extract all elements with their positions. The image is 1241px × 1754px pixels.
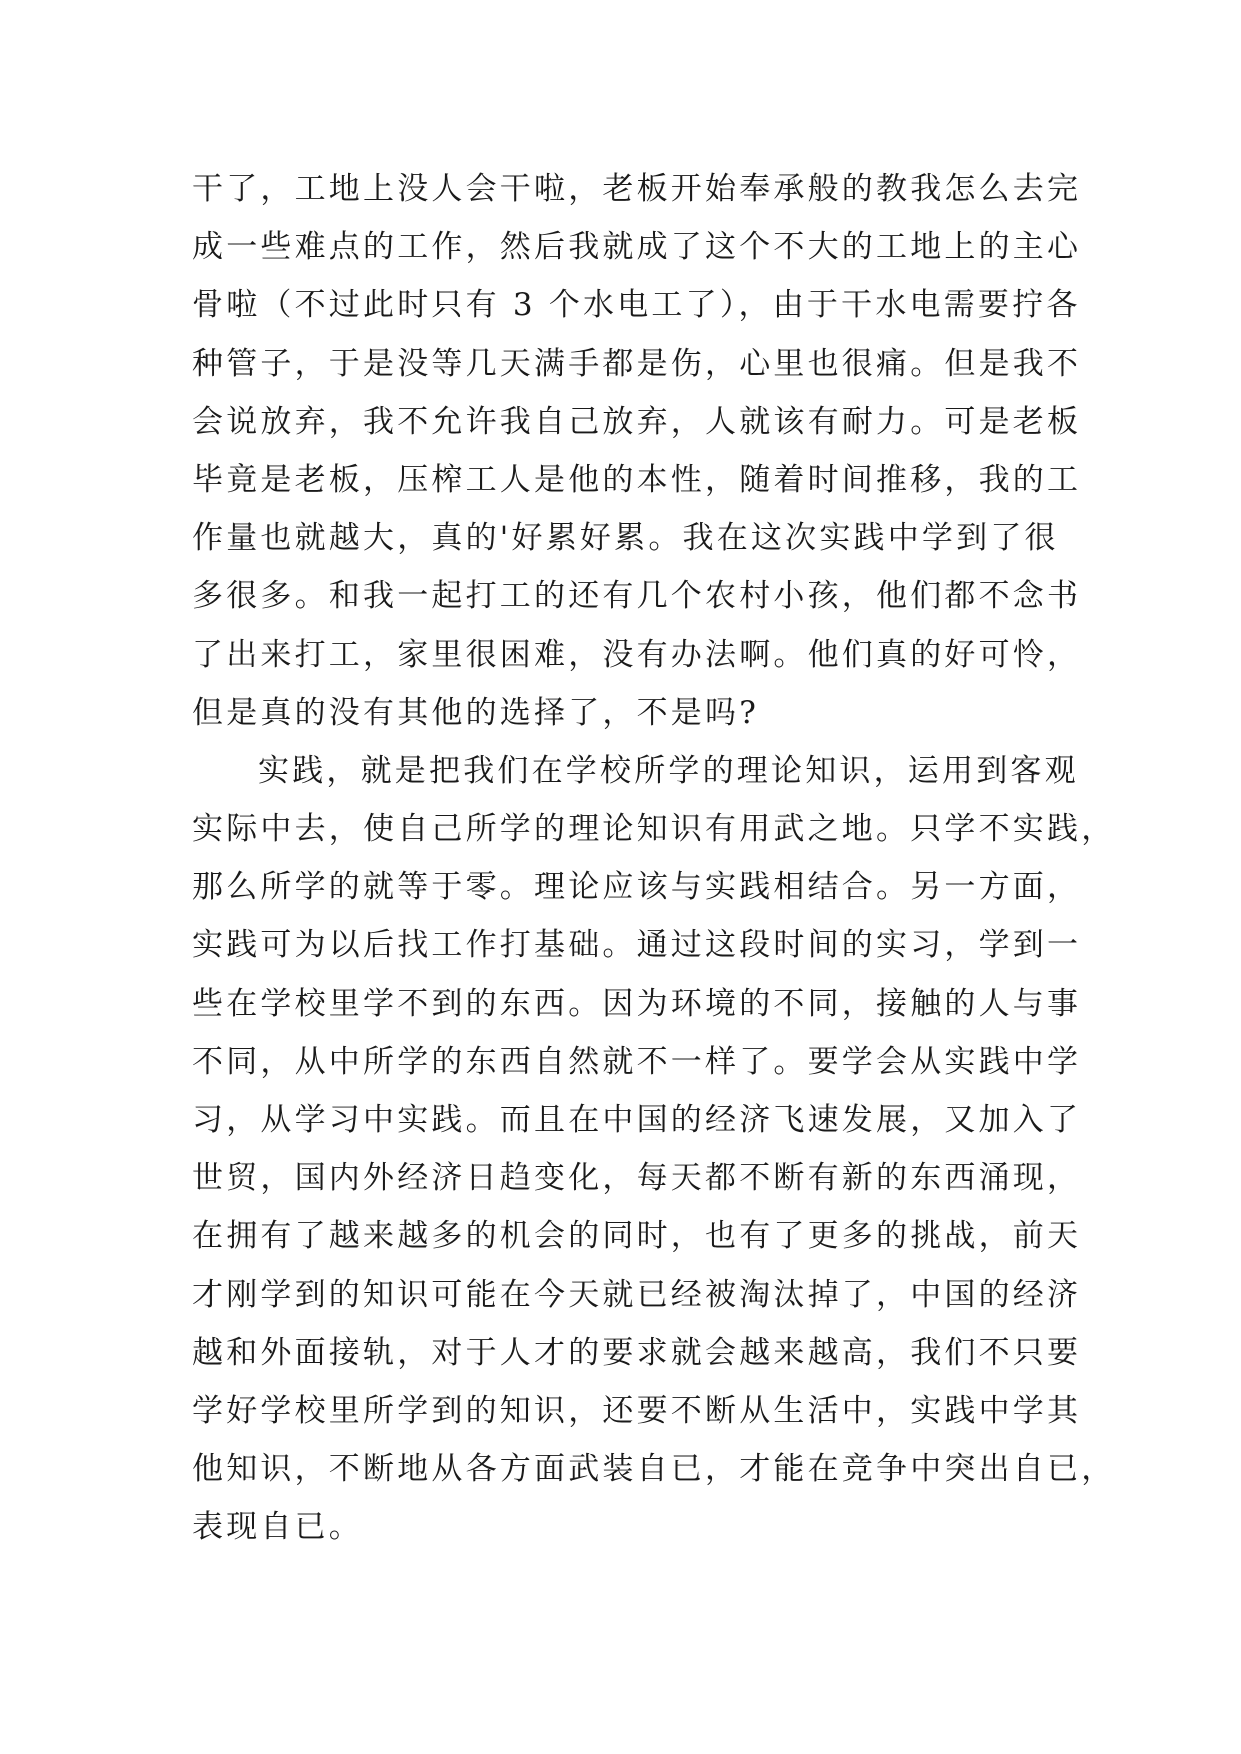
text-line: 种管子，于是没等几天满手都是伤，心里也很痛。但是我不 (192, 345, 1082, 382)
text-line: 世贸，国内外经济日趋变化，每天都不断有新的东西涌现， (192, 1160, 1082, 1197)
text-line: 表现自已。 (192, 1509, 363, 1546)
text-line: 他知识，不断地从各方面武装自已，才能在竞争中突出自已， (192, 1451, 1116, 1488)
text-line: 实践可为以后找工作打基础。通过这段时间的实习，学到一 (192, 927, 1082, 964)
text-line: 不同，从中所学的东西自然就不一样了。要学会从实践中学 (192, 1043, 1082, 1080)
text-line: 会说放弃，我不允许我自己放弃，人就该有耐力。可是老板 (192, 403, 1082, 440)
text-line: 越和外面接轨，对于人才的要求就会越来越高，我们不只要 (192, 1334, 1082, 1371)
text-line: 干了，工地上没人会干啦，老板开始奉承般的教我怎么去完 (192, 171, 1082, 207)
text-line: 才刚学到的知识可能在今天就已经被淘汰掉了，中国的经济 (192, 1276, 1082, 1313)
text-line: 实际中去，使自己所学的理论知识有用武之地。只学不实践， (192, 811, 1116, 848)
paragraph-2 (192, 742, 1116, 1557)
text-line: 实践，就是把我们在学校所学的理论知识，运用到客观 (258, 752, 1079, 789)
text-line: 毕竟是老板，压榨工人是他的本性，随着时间推移，我的工 (192, 461, 1082, 498)
text-line: 但是真的没有其他的选择了，不是吗? (192, 694, 760, 731)
text-line: 成一些难点的工作，然后我就成了这个不大的工地上的主心 (192, 229, 1082, 266)
paragraph-1 (192, 160, 1082, 742)
text-line: 了出来打工，家里很困难，没有办法啊。他们真的好可怜， (192, 636, 1082, 673)
text-line: 学好学校里所学到的知识，还要不断从生活中，实践中学其 (192, 1392, 1082, 1429)
text-line: 多很多。和我一起打工的还有几个农村小孩，他们都不念书 (192, 578, 1082, 615)
text-line: 习，从学习中实践。而且在中国的经济飞速发展，又加入了 (192, 1102, 1082, 1138)
document-body (192, 160, 1116, 1557)
text-line: 那么所学的就等于零。理论应该与实践相结合。另一方面， (192, 869, 1082, 906)
text-line: 作量也就越大，真的'好累好累。我在这次实践中学到了很 (192, 520, 1059, 557)
text-line: 在拥有了越来越多的机会的同时，也有了更多的挑战，前天 (192, 1218, 1082, 1255)
text-line: 些在学校里学不到的东西。因为环境的不同，接触的人与事 (192, 985, 1082, 1022)
text-line: 骨啦（不过此时只有 3 个水电工了），由于干水电需要拧各 (192, 287, 1081, 324)
